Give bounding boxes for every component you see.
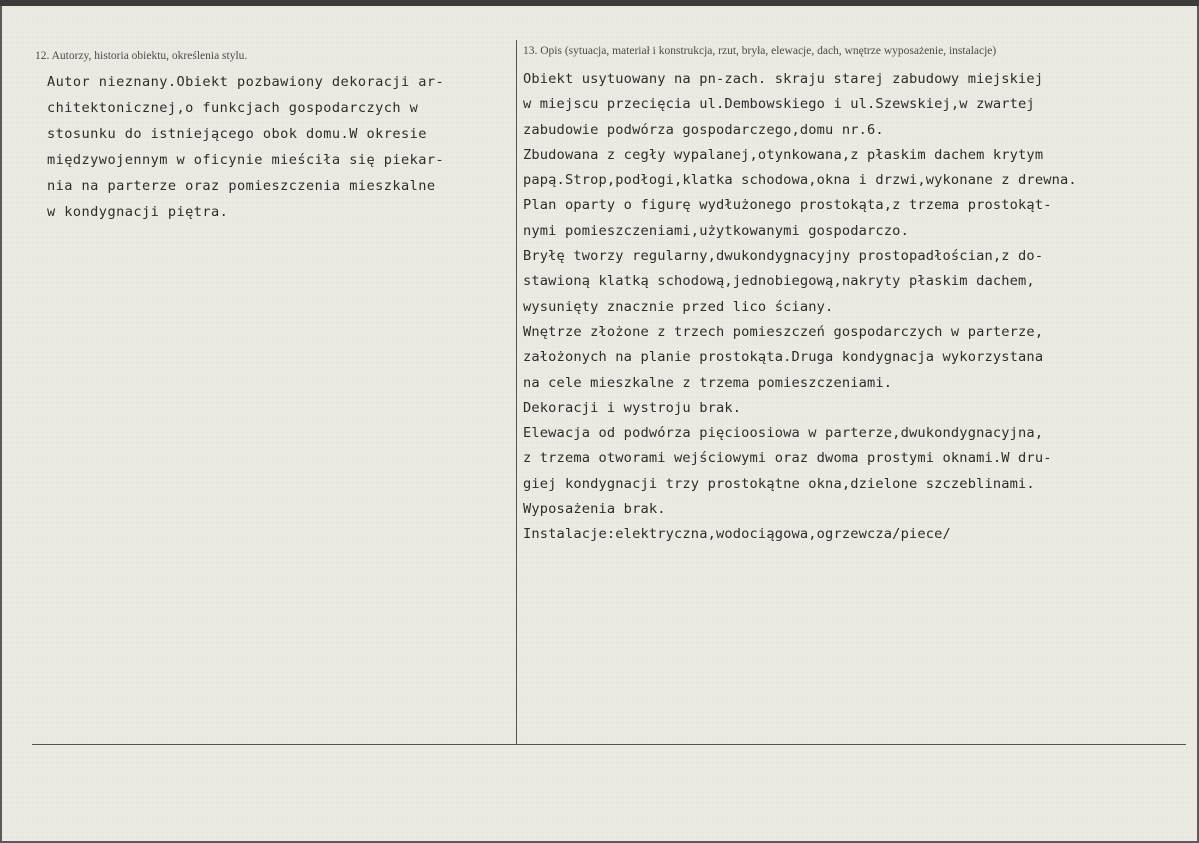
text-line: Plan oparty o figurę wydłużonego prostokąta,z trzema prostokąt- (523, 197, 1052, 214)
text-line: stosunku do istniejącego obok domu.W okresie (47, 126, 427, 142)
text-line: z trzema otworami wejściowymi oraz dwoma prostymi oknami.W dru- (523, 450, 1052, 467)
text-line: Wyposażenia brak. (523, 501, 666, 518)
section-13-text (523, 67, 1077, 548)
text-line: na cele mieszkalne z trzema pomieszczeniami. (523, 374, 893, 391)
text-line: Elewacja od podwórza pięcioosiowa w parterze,dwukondygnacyjna, (523, 425, 1044, 442)
column-divider (516, 40, 517, 745)
text-line: w kondygnacji piętra. (47, 204, 229, 220)
text-line: Wnętrze złożone z trzech pomieszczeń gospodarczych w parterze, (523, 323, 1044, 340)
section-12-text (47, 69, 444, 225)
bottom-rule (32, 744, 1186, 745)
text-line: założonych na planie prostokąta.Druga kondygnacja wykorzystana (523, 349, 1044, 366)
text-line: Instalacje:elektryczna,wodociągowa,ogrzewcza/piece/ (523, 526, 951, 543)
text-line: nymi pomieszczeniami,użytkowanymi gospodarczo. (523, 222, 909, 239)
section-13-label: 13. Opis (sytuacja, materiał i konstrukcja, rzut, bryła, elewacje, dach, wnętrze wyposażenie, instalacje) (523, 45, 997, 57)
text-line: wysunięty znacznie przed lico ściany. (523, 298, 834, 315)
text-line: Autor nieznany.Obiekt pozbawiony dekoracji ar- (47, 74, 445, 90)
text-line: nia na parterze oraz pomieszczenia mieszkalne (47, 178, 436, 194)
text-line: Obiekt usytuowany na pn-zach. skraju starej zabudowy miejskiej (523, 71, 1044, 87)
card-top-border (0, 0, 1199, 6)
text-line: papą.Strop,podłogi,klatka schodowa,okna i drzwi,wykonane z drewna. (523, 172, 1077, 189)
text-line: Bryłę tworzy regularny,dwukondygnacyjny prostopadłościan,z do- (523, 248, 1044, 265)
text-line: giej kondygnacji trzy prostokątne okna,dzielone szczeblinami. (523, 475, 1035, 492)
text-line: międzywojennym w oficynie mieściła się piekar- (47, 152, 445, 168)
text-line: zabudowie podwórza gospodarczego,domu nr.6. (523, 121, 884, 138)
text-line: chitektonicznej,o funkcjach gospodarczych w (47, 100, 419, 116)
section-12-label: 12. Autorzy, historia obiektu, określenia stylu. (35, 50, 248, 62)
text-line: Zbudowana z cegły wypalanej,otynkowana,z płaskim dachem krytym (523, 146, 1044, 163)
text-line: Dekoracji i wystroju brak. (523, 399, 742, 416)
text-line: stawioną klatką schodową,jednobiegową,nakryty płaskim dachem, (523, 273, 1035, 290)
text-line: w miejscu przecięcia ul.Dembowskiego i ul.Szewskiej,w zwartej (523, 96, 1035, 113)
